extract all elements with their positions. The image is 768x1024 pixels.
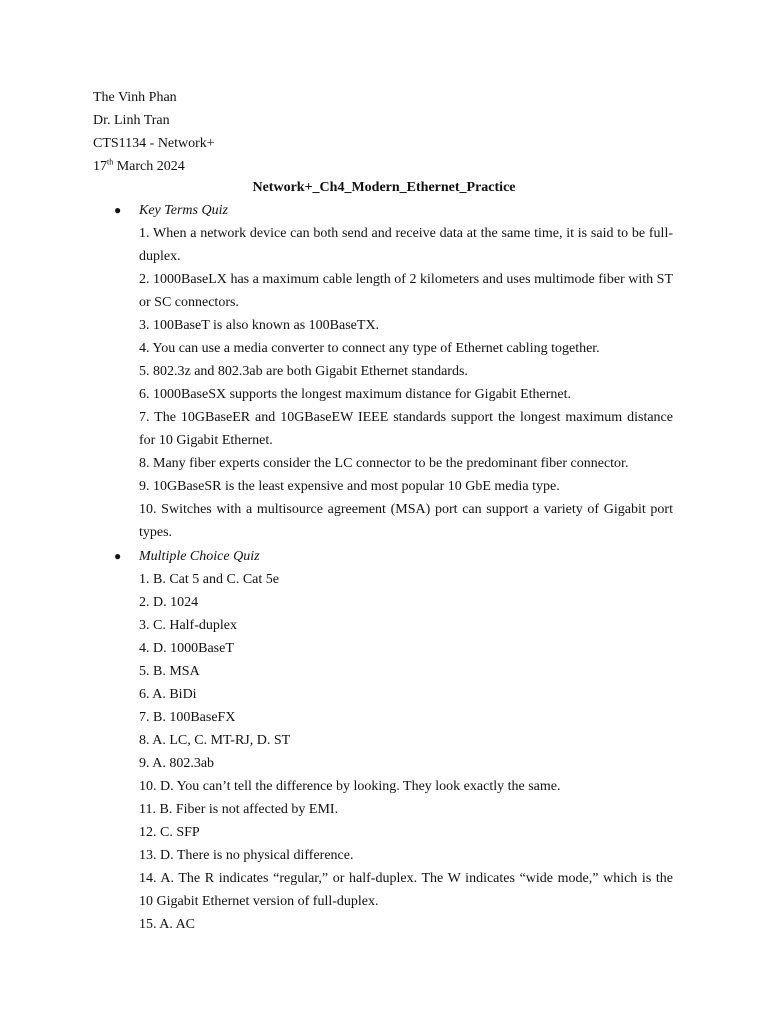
list-item: 4. D. 1000BaseT bbox=[139, 641, 234, 656]
date-day: 17 bbox=[93, 159, 107, 174]
student-name: The Vinh Phan bbox=[93, 90, 177, 105]
list-item: 1. When a network device can both send and receive data at the same time, it is said to be full-duplex. bbox=[139, 226, 673, 264]
list-item: 14. A. The R indicates “regular,” or half-duplex. The W indicates “wide mode,” which is the 10 Gigabit Ethernet version of full-duplex. bbox=[139, 871, 673, 909]
document-title: Network+_Ch4_Modern_Ethernet_Practice bbox=[252, 180, 516, 195]
list-item: 15. A. AC bbox=[139, 917, 196, 932]
date-rest: March 2024 bbox=[113, 159, 185, 174]
section-heading: Multiple Choice Quiz bbox=[139, 549, 260, 564]
bullet-icon: ● bbox=[114, 549, 122, 563]
list-item: 2. 1000BaseLX has a maximum cable length of 2 kilometers and uses multimode fiber with ST or SC connectors. bbox=[139, 272, 673, 310]
list-item: 13. D. There is no physical difference. bbox=[139, 848, 354, 863]
list-item: 2. D. 1024 bbox=[139, 595, 199, 610]
section-heading-row bbox=[0, 545, 768, 568]
list-item: 7. B. 100BaseFX bbox=[139, 710, 236, 725]
list-item: 1. B. Cat 5 and C. Cat 5e bbox=[139, 572, 279, 587]
document-header bbox=[93, 86, 215, 178]
list-item: 10. Switches with a multisource agreement (MSA) port can support a variety of Gigabit port types. bbox=[139, 502, 673, 540]
document-date bbox=[93, 155, 215, 178]
list-item: 8. A. LC, C. MT-RJ, D. ST bbox=[139, 733, 291, 748]
list-item: 6. 1000BaseSX supports the longest maximum distance for Gigabit Ethernet. bbox=[139, 387, 571, 402]
multiple-choice-list bbox=[0, 568, 673, 936]
section-heading: Key Terms Quiz bbox=[139, 203, 228, 218]
list-item: 9. A. 802.3ab bbox=[139, 756, 215, 771]
list-item: 6. A. BiDi bbox=[139, 687, 197, 702]
list-item: 10. D. You can’t tell the difference by looking. They look exactly the same. bbox=[139, 779, 561, 794]
list-item: 5. B. MSA bbox=[139, 664, 200, 679]
list-item: 11. B. Fiber is not affected by EMI. bbox=[139, 802, 339, 817]
list-item: 7. The 10GBaseER and 10GBaseEW IEEE standards support the longest maximum distance for 10 Gigabit Ethernet. bbox=[139, 410, 673, 448]
course-name: CTS1134 - Network+ bbox=[93, 136, 215, 151]
section-heading-row bbox=[0, 199, 768, 222]
bullet-icon: ● bbox=[114, 203, 122, 217]
list-item: 3. C. Half-duplex bbox=[139, 618, 237, 633]
key-terms-section bbox=[0, 199, 768, 544]
multiple-choice-section bbox=[0, 545, 768, 936]
date-suffix: th bbox=[107, 157, 114, 167]
list-item: 5. 802.3z and 802.3ab are both Gigabit Ethernet standards. bbox=[139, 364, 468, 379]
list-item: 4. You can use a media converter to connect any type of Ethernet cabling together. bbox=[139, 341, 600, 356]
list-item: 12. C. SFP bbox=[139, 825, 200, 840]
list-item: 8. Many fiber experts consider the LC connector to be the predominant fiber connector. bbox=[139, 456, 629, 471]
instructor-name: Dr. Linh Tran bbox=[93, 113, 170, 128]
list-item: 3. 100BaseT is also known as 100BaseTX. bbox=[139, 318, 380, 333]
list-item: 9. 10GBaseSR is the least expensive and most popular 10 GbE media type. bbox=[139, 479, 560, 494]
key-terms-list bbox=[0, 222, 673, 544]
